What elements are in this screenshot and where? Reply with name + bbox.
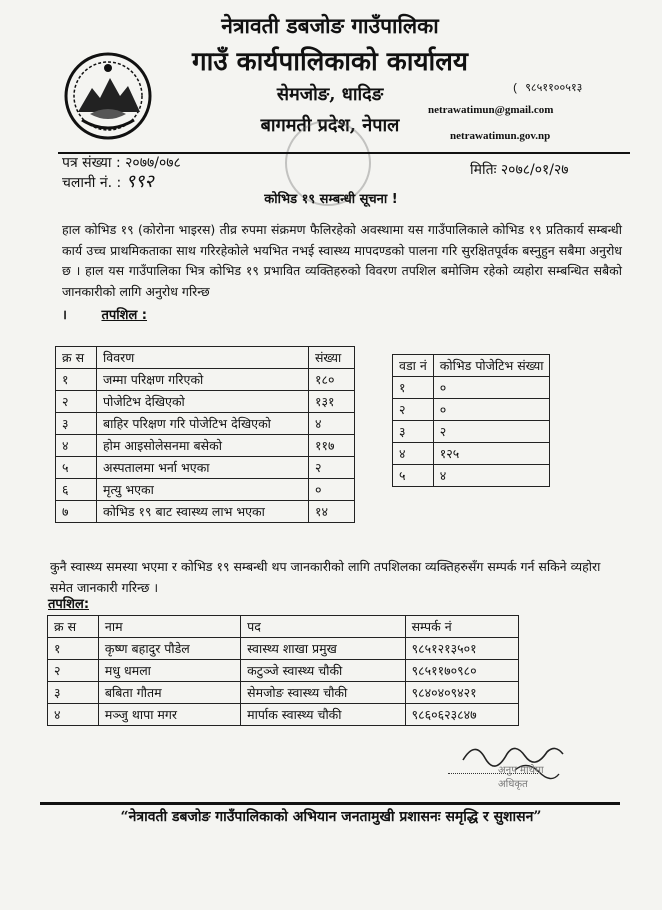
col-header: सम्पर्क नं bbox=[405, 616, 518, 638]
table-cell: कटुञ्जे स्वास्थ्य चौकी bbox=[241, 660, 405, 682]
table-cell: ५ bbox=[393, 465, 434, 487]
col-header: पद bbox=[241, 616, 405, 638]
table-cell: ११७ bbox=[308, 435, 354, 457]
table-cell: ६ bbox=[56, 479, 97, 501]
table-cell: होम आइसोलेसनमा बसेको bbox=[97, 435, 309, 457]
table-row bbox=[48, 660, 519, 682]
table-cell: ० bbox=[433, 399, 550, 421]
table-cell: ० bbox=[433, 377, 550, 399]
table-cell: ३ bbox=[48, 682, 99, 704]
letter-date: मितिः २०७८/०१/२७ bbox=[470, 162, 569, 178]
email-address: netrawatimun@gmail.com bbox=[428, 104, 554, 116]
table-cell: १ bbox=[56, 369, 97, 391]
col-header: क्र स bbox=[48, 616, 99, 638]
office-province: बागमती प्रदेश, नेपाल bbox=[260, 115, 400, 136]
table-cell: १२५ bbox=[433, 443, 550, 465]
table-cell: जम्मा परिक्षण गरिएको bbox=[97, 369, 309, 391]
nepal-government-emblem bbox=[62, 50, 154, 142]
table-header-row bbox=[393, 355, 550, 377]
table-cell: ९८५११७०९८० bbox=[405, 660, 518, 682]
table-cell: ४ bbox=[393, 443, 434, 465]
details-heading-1 bbox=[62, 305, 147, 323]
patra-sankhya: पत्र संख्या : २०७७/०७८ bbox=[62, 155, 181, 171]
chalani-number: ९९२ bbox=[125, 171, 154, 192]
table-row bbox=[393, 443, 550, 465]
table-row bbox=[393, 399, 550, 421]
col-header: संख्या bbox=[308, 347, 354, 369]
table-row bbox=[48, 638, 519, 660]
table-row bbox=[56, 435, 355, 457]
col-header: नाम bbox=[98, 616, 240, 638]
table-row bbox=[56, 479, 355, 501]
table-row bbox=[56, 457, 355, 479]
table-cell: ९८५१२१३५०१ bbox=[405, 638, 518, 660]
table-cell: बाहिर परिक्षण गरि पोजेटिभ देखिएको bbox=[97, 413, 309, 435]
table-cell: ० bbox=[308, 479, 354, 501]
contact-paragraph: कुनै स्वास्थ्य समस्या भएमा र कोभिड १९ सम्बन्धी थप जानकारीको लागि तपशिलका व्यक्तिहरुसँग सम्पर्क गर्न सकिने व्यहोरा समेत जानकारी गरिन्छ । bbox=[50, 559, 601, 595]
table-cell: ३ bbox=[56, 413, 97, 435]
signatory-stamp: अनुप माथेमा अधिकृत bbox=[498, 765, 544, 790]
table-cell: ४ bbox=[48, 704, 99, 726]
table-cell: २ bbox=[308, 457, 354, 479]
table-row bbox=[56, 391, 355, 413]
table-cell: २ bbox=[433, 421, 550, 443]
table-row bbox=[56, 501, 355, 523]
ward-positive-table bbox=[392, 354, 550, 487]
table-cell: ९८४०४०९४२१ bbox=[405, 682, 518, 704]
footer-slogan: “नेत्रावती डबजोङ गाउँपालिकाको अभियान जनतामुखी प्रशासनः समृद्धि र सुशासन” bbox=[120, 809, 542, 825]
table-row bbox=[393, 465, 550, 487]
col-header: विवरण bbox=[97, 347, 309, 369]
footer-divider bbox=[40, 802, 620, 805]
details-heading-1-prefix: । bbox=[62, 308, 67, 323]
table-cell: मार्पाक स्वास्थ्य चौकी bbox=[241, 704, 405, 726]
notice-subject: कोभिड १९ सम्बन्धी सूचना ! bbox=[264, 192, 398, 207]
contact-persons-table bbox=[47, 615, 519, 726]
table-cell: अस्पतालमा भर्ना भएका bbox=[97, 457, 309, 479]
table-cell: ४ bbox=[56, 435, 97, 457]
table-cell: १ bbox=[393, 377, 434, 399]
table-cell: १३१ bbox=[308, 391, 354, 413]
municipality-name: नेत्रावती डबजोङ गाउँपालिका bbox=[221, 13, 439, 38]
table-header-row bbox=[48, 616, 519, 638]
table-cell: २ bbox=[56, 391, 97, 413]
table-cell: मृत्यु भएका bbox=[97, 479, 309, 501]
table-row bbox=[393, 377, 550, 399]
phone-number: ( ९८५११००५१३ bbox=[512, 83, 583, 95]
table-row bbox=[56, 413, 355, 435]
table-cell: २ bbox=[393, 399, 434, 421]
table-cell: ७ bbox=[56, 501, 97, 523]
table-header-row bbox=[56, 347, 355, 369]
office-name: गाउँ कार्यपालिकाको कार्यालय bbox=[192, 47, 468, 77]
table-cell: ४ bbox=[433, 465, 550, 487]
table-cell: १८० bbox=[308, 369, 354, 391]
table-cell: मधु धमला bbox=[98, 660, 240, 682]
details-heading-2: तपशिल: bbox=[48, 597, 90, 612]
col-header: क्र स bbox=[56, 347, 97, 369]
table-cell: बबिता गौतम bbox=[98, 682, 240, 704]
table-cell: मञ्जु थापा मगर bbox=[98, 704, 240, 726]
table-row bbox=[48, 704, 519, 726]
table-cell: कोभिड १९ बाट स्वास्थ्य लाभ भएका bbox=[97, 501, 309, 523]
table-cell: १४ bbox=[308, 501, 354, 523]
covid-summary-table bbox=[55, 346, 355, 523]
table-cell: ४ bbox=[308, 413, 354, 435]
table-cell: पोजेटिभ देखिएको bbox=[97, 391, 309, 413]
table-cell: स्वास्थ्य शाखा प्रमुख bbox=[241, 638, 405, 660]
website: netrawatimun.gov.np bbox=[450, 130, 551, 142]
table-cell: ३ bbox=[393, 421, 434, 443]
table-cell: १ bbox=[48, 638, 99, 660]
table-row bbox=[48, 682, 519, 704]
office-address: सेमजोङ, धादिङ bbox=[276, 84, 384, 105]
table-cell: सेमजोङ स्वास्थ्य चौकी bbox=[241, 682, 405, 704]
table-cell: कृष्ण बहादुर पौडेल bbox=[98, 638, 240, 660]
table-cell: ५ bbox=[56, 457, 97, 479]
details-heading-1-label: तपशिल : bbox=[101, 308, 148, 323]
chalani-label: चलानी नं. : bbox=[62, 175, 122, 191]
col-header: कोभिड पोजेटिभ संख्या bbox=[433, 355, 550, 377]
col-header: वडा नं bbox=[393, 355, 434, 377]
table-cell: २ bbox=[48, 660, 99, 682]
table-cell: ९८६०६२३८४७ bbox=[405, 704, 518, 726]
table-row bbox=[56, 369, 355, 391]
notice-paragraph: हाल कोभिड १९ (कोरोना भाइरस) तीव्र रुपमा संक्रमण फैलिरहेको अवस्थामा यस गाउँपालिकाले कोभिड १९ प्रतिकार्य सम्बन्धी कार्य उच्च प्राथमिकताका साथ गरिरहेकोले भयभित नभई स्वास्थ्य मापदण्डको पालना गरि सुरक्षितपूर्वक बस्नुहुन सबैमा अनुरोध छ । हाल यस गाउँपालिका भित्र कोभिड १९ प्रभावित व्यक्तिहरुको विवरण तपशिल बमोजिम रहेको व्यहोरा सम्बन्धित सबैको जानकारीको लागि अनुरोध गरिन्छ bbox=[62, 222, 622, 299]
table-row bbox=[393, 421, 550, 443]
